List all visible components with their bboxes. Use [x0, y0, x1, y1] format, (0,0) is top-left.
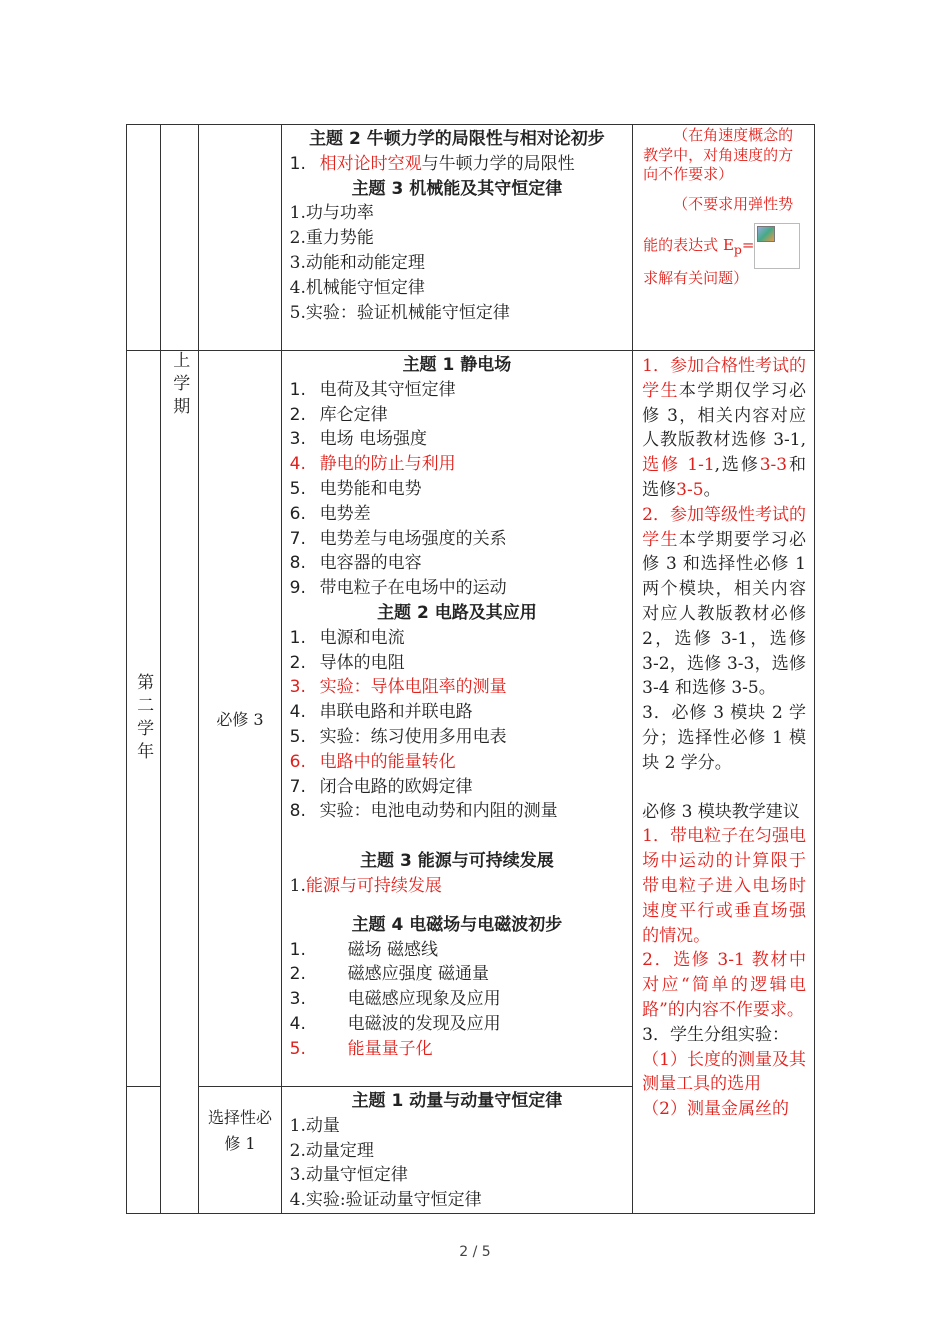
subscript: p — [733, 241, 742, 257]
module-label: 必修 3 — [216, 710, 264, 729]
item-number: 7. — [289, 776, 306, 797]
year-cell — [127, 351, 161, 1087]
note-highlight: 3-3 — [759, 455, 788, 476]
note-text: 求解有关问题） — [643, 268, 749, 287]
item-number: 8. — [289, 801, 306, 822]
item-text-highlight: 能源与可持续发展 — [305, 875, 442, 896]
topic-heading: 主题 1 静电场 — [402, 355, 512, 375]
syllabus-table — [126, 124, 815, 1214]
list-item — [290, 750, 625, 775]
list-item — [290, 551, 625, 576]
list-item: 5.实验：验证机械能守恒定律 — [289, 302, 510, 323]
note-highlight: 2．选修 3-1 教材中对应“简单的逻辑电路”的内容不作要求。 — [642, 950, 806, 1020]
year-label: 第二学年 — [133, 672, 154, 765]
list-item — [290, 502, 625, 527]
list-item — [290, 452, 625, 477]
item-text: 闭合电路的欧姆定律 — [319, 776, 473, 797]
list-item — [290, 1012, 625, 1037]
list-item — [290, 576, 625, 601]
item-text-highlight: 相对论时空观 — [319, 153, 422, 174]
list-item — [290, 626, 625, 651]
list-item: 4.实验:验证动量守恒定律 — [289, 1190, 482, 1211]
note-highlight: （2）测量金属丝的 — [642, 1099, 789, 1120]
item-text-highlight: 能量量子化 — [347, 1038, 433, 1059]
list-item — [290, 378, 625, 403]
note-text: ,选修 — [714, 455, 760, 476]
item-number: 1. — [289, 627, 306, 648]
item-text: 实验：电池电动势和内阻的测量 — [319, 801, 558, 822]
list-item: 2.重力势能 — [289, 228, 374, 249]
list-item — [290, 987, 625, 1012]
list-item: 1.动量 — [289, 1115, 340, 1136]
note-cell — [633, 125, 815, 351]
item-number: 4. — [289, 454, 306, 475]
item-number: 1. — [289, 939, 306, 960]
note-text: 3．学生分组实验： — [642, 1024, 789, 1045]
note-highlight: 选修 1-1 — [642, 455, 715, 476]
item-text: 电势差与电场强度的关系 — [319, 528, 507, 549]
semester-cell — [161, 351, 199, 1214]
note-subheading: 必修 3 模块教学建议 — [642, 801, 800, 822]
list-item: 3.动量守恒定律 — [289, 1165, 408, 1186]
item-text: 磁场 磁感线 — [347, 939, 439, 960]
note-text: 和选修 — [642, 455, 807, 500]
item-number: 4. — [289, 702, 306, 723]
list-item — [290, 152, 625, 177]
item-number: 5. — [289, 478, 306, 499]
topic-heading: 主题 1 动量与动量守恒定律 — [351, 1091, 563, 1111]
note-cell — [633, 351, 815, 1214]
image-placeholder-icon — [757, 226, 775, 242]
note-text: 本学期仅学习必修 3，相关内容对应人教版教材选修 3-1, — [642, 380, 807, 451]
note-text: 本学期要学习必修 3 和选择性必修 1 两个模块，相关内容对应人教版教材必修 2，选修 3-1，选修 3-2，选修 3-3，选修 3-4 和选修 3-5。 — [642, 529, 807, 699]
item-number: 2. — [289, 964, 306, 985]
list-item — [290, 675, 625, 700]
list-item — [290, 962, 625, 987]
list-item — [290, 725, 625, 750]
topic-list — [290, 378, 625, 601]
item-number: 9. — [289, 578, 306, 599]
semester-cell-empty — [161, 125, 199, 351]
item-text: 库仑定律 — [319, 404, 388, 425]
note-highlight: （1）长度的测量及其测量工具的选用 — [642, 1049, 806, 1095]
formula-image — [754, 223, 800, 269]
content-cell — [281, 1087, 633, 1214]
module-label: 选择性必修 1 — [207, 1108, 272, 1153]
topic-heading: 主题 3 机械能及其守恒定律 — [351, 178, 563, 199]
item-text-highlight: 实验：导体电阻率的测量 — [319, 677, 507, 698]
note-highlight: 3-5 — [676, 479, 704, 500]
item-number: 6. — [289, 503, 306, 524]
module-cell — [199, 1087, 281, 1214]
item-text: 电源和电流 — [319, 627, 405, 648]
item-text: 电磁感应现象及应用 — [347, 989, 501, 1010]
list-item — [290, 527, 625, 552]
item-text: 与牛顿力学的局限性 — [421, 153, 575, 174]
item-number: 3. — [289, 989, 306, 1010]
item-text: 电势能和电势 — [319, 478, 422, 499]
page-number: 2 / 5 — [459, 1244, 491, 1260]
item-text: 电场 电场强度 — [319, 429, 428, 450]
item-text: 磁感应强度 磁通量 — [347, 964, 490, 985]
item-text: 实验：练习使用多用电表 — [319, 726, 507, 747]
list-item — [290, 799, 625, 824]
list-item — [290, 938, 625, 963]
list-item — [290, 427, 625, 452]
item-text: 电势差 — [319, 503, 371, 524]
list-item: 2.动量定理 — [289, 1140, 374, 1161]
list-item: 3.动能和动能定理 — [289, 252, 425, 273]
item-number: 7. — [289, 528, 306, 549]
note-text — [643, 185, 806, 269]
item-text: 电磁波的发现及应用 — [347, 1013, 501, 1034]
item-number: 3. — [289, 429, 306, 450]
item-text: 电荷及其守恒定律 — [319, 379, 456, 400]
topic-heading: 主题 3 能源与可持续发展 — [360, 851, 554, 872]
item-number: 1. — [289, 153, 306, 174]
item-text-highlight: 静电的防止与利用 — [319, 454, 456, 475]
topic-heading: 主题 2 牛顿力学的局限性与相对论初步 — [309, 129, 605, 149]
module-cell-empty — [199, 125, 281, 351]
note-text: （在角速度概念的教学中，对角速度的方向不作要求） — [643, 126, 794, 183]
item-number: 5. — [289, 726, 306, 747]
item-number: 2. — [289, 652, 306, 673]
note-fragment: = — [741, 235, 755, 254]
item-text-highlight: 电路中的能量转化 — [319, 751, 456, 772]
note-text: 。 — [703, 479, 721, 500]
topic-heading: 主题 2 电路及其应用 — [377, 602, 537, 623]
list-item — [290, 700, 625, 725]
note-highlight: 1．参加合格性考试的学生 — [642, 356, 806, 401]
content-cell — [281, 125, 633, 351]
list-item — [290, 874, 625, 899]
item-number: 5. — [289, 1038, 306, 1059]
list-item — [290, 1037, 625, 1062]
topic-heading: 主题 4 电磁场与电磁波初步 — [351, 914, 563, 935]
item-number: 8. — [289, 553, 306, 574]
item-text: 电容器的电容 — [319, 553, 422, 574]
item-text: 导体的电阻 — [319, 652, 405, 673]
year-cell-empty — [127, 1087, 161, 1214]
module-cell — [199, 351, 281, 1087]
list-item: 4.机械能守恒定律 — [289, 277, 425, 298]
year-cell-empty — [127, 125, 161, 351]
table-row — [127, 125, 815, 351]
note-fragment: （不要求用弹性势能的表达式 E — [643, 194, 794, 254]
list-item — [290, 477, 625, 502]
item-number: 4. — [289, 1013, 306, 1034]
item-number: 1. — [289, 379, 306, 400]
topic-list — [290, 626, 625, 824]
item-text: 带电粒子在电场中的运动 — [319, 578, 507, 599]
list-item: 1.功与功率 — [289, 203, 374, 224]
item-number: 2. — [289, 404, 306, 425]
list-item — [290, 403, 625, 428]
semester-label: 上学期 — [169, 351, 190, 420]
list-item — [290, 775, 625, 800]
item-number: 1. — [289, 875, 306, 896]
content-cell — [281, 351, 633, 1087]
list-item — [290, 651, 625, 676]
note-text: 3．必修 3 模块 2 学分；选择性必修 1 模块 2 学分。 — [642, 703, 806, 773]
item-number: 3. — [289, 677, 306, 698]
topic-list — [290, 938, 625, 1062]
item-text: 串联电路和并联电路 — [319, 702, 473, 723]
note-highlight: 2．参加等级性考试的学生 — [642, 504, 806, 550]
table-row — [127, 351, 815, 1087]
note-highlight: 1．带电粒子在匀强电场中运动的计算限于带电粒子进入电场时速度平行或垂直场强的情况。 — [642, 826, 806, 946]
item-number: 6. — [289, 751, 306, 772]
